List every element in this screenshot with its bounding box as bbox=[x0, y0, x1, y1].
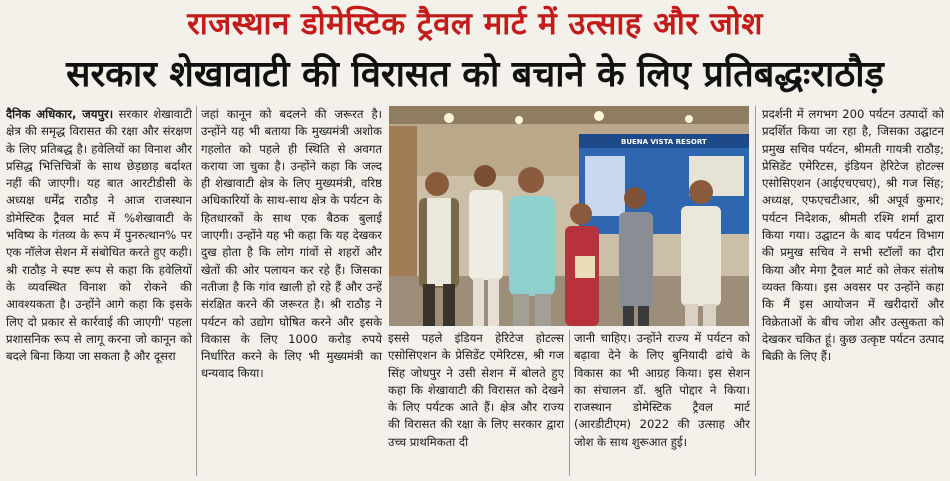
column-4-text: जानी चाहिए। उन्होंने राज्य में पर्यटन को बढ़ावा देने के लिए बुनियादी ढांचे के विकास का भी आग्रह किया। इस सेशन का संचालन डॉ. श्रुति पोद्दार ने किया। राजस्थान डोमेस्टिक ट्रैवल मार्ट (आरडीटीएम) 2022 की उत्साह और जोश के साथ शुरूआत हुई। bbox=[574, 331, 750, 449]
dateline: दैनिक अधिकार, जयपुर। bbox=[6, 107, 114, 121]
column-3-text: इससे पहले इंडियन हेरिटेज होटल्स एसोसिएशन के प्रेसिडेंट एमेरिटस, श्री गज सिंह जोधपुर ने उसी सेशन में बोलते हुए कहा कि शेखावाटी की विरासत को देखने के लिए पर्यटक आते हैं। क्षेत्र और राज्य की विरासत की रक्षा के लिए सरकार द्वारा उच्च प्राथमिकता दी bbox=[388, 331, 564, 449]
article-column-4 bbox=[574, 330, 750, 476]
article-column-1 bbox=[6, 106, 192, 476]
column-divider bbox=[569, 330, 570, 476]
article-column-3 bbox=[388, 330, 564, 476]
column-1-text: सरकार शेखावाटी क्षेत्र की समृद्ध विरासत की रक्षा और संरक्षण के लिए प्रतिबद्ध है। हवेलियों का विनाश और प्रसिद्ध भित्तिचित्रों के साथ छेड़छाड़ बर्दाश्त नहीं की जाएगी। यह बात आरटीडीसी के अध्यक्ष धर्मेंद्र राठौड़ ने आज राजस्थान डोमेस्टिक ट्रैवल मार्ट में %शेखावाटी के भविष्य के गंतव्य के रूप में पुनरुत्थान% पर एक नॉलेज सेशन में संबोधित करते हुए कही। श्री राठौड़ ने स्पष्ट रूप से कहा कि हवेलियों के व्यवस्थित विनाश को रोकने की आवश्यकता है। उन्होंने आगे कहा कि इसके लिए दो प्रकार से कार्रवाई की जाएगी' पहला प्रशासनिक रूप से लागू करना जो कानून को बदले बिना किया जा सकता है और दूसरा bbox=[6, 107, 192, 364]
event-photo bbox=[389, 106, 749, 326]
news-photo-icon bbox=[389, 106, 749, 326]
column-2-text: जहां कानून को बदलने की जरूरत है। उन्होंने यह भी बताया कि मुख्यमंत्री अशोक गहलोत को पहले ही स्थिति से अवगत कराया जा चुका है। उन्होंने कहा कि जल्द ही शेखावाटी क्षेत्र के लिए मुख्यमंत्री, वरिष्ठ अधिकारियों के साथ-साथ क्षेत्र के पर्यटन के हितधारकों के साथ एक बैठक बुलाई जाएगी। उन्होंने यह भी कहा कि यह देखकर दुख होता है कि लोग गांवों से शहरों और खेतों की ओर पलायन कर रहे हैं। जिसका नतीजा है कि गांव खाली हो रहे हैं और उन्हें संरक्षित करने की जरूरत है। श्री राठौड़ ने पर्यटन को उद्योग घोषित करने और इसके विकास के लिए 1000 करोड़ रुपये निर्धारित करने के लिए भी मुख्यमंत्री का धन्यवाद किया। bbox=[201, 107, 382, 381]
column-divider bbox=[755, 106, 756, 476]
column-divider bbox=[196, 106, 197, 476]
article-column-5 bbox=[762, 106, 944, 476]
article-column-2 bbox=[201, 106, 382, 476]
column-5-text: प्रदर्शनी में लगभग 200 पर्यटन उत्पादों को प्रदर्शित किया जा रहा है, जिसका उद्घाटन प्रमुख सचिव पर्यटन, श्रीमती गायत्री राठौड़; प्रेसिडेंट एमेरिटस, इंडियन हेरिटेज होटल्स एसोसिएशन (आईएचएचए), श्री गज सिंह; अध्यक्ष, एफएचटीआर, श्री अपूर्व कुमार; पर्यटन निदेशक, श्रीमती रश्मि शर्मा द्वारा किया गया। उद्घाटन के बाद पर्यटन विभाग की प्रमुख सचिव ने सभी स्टॉलों का दौरा किया और मेगा ट्रैवल मार्ट को लेकर संतोष व्यक्त किया। इस अवसर पर उन्होंने कहा कि मैं इस आयोजन में खरीदारों और विक्रेताओं के बीच जोश और उत्सुकता को देखकर चकित हूं। कुछ उत्कृष्ट पर्यटन उत्पाद बिक्री के लिए हैं। bbox=[762, 107, 944, 364]
main-headline: सरकार शेखावाटी की विरासत को बचाने के लिए प्रतिबद्धःराठौड़ bbox=[66, 54, 884, 95]
kicker-headline: राजस्थान डोमेस्टिक ट्रैवल मार्ट में उत्साह और जोश bbox=[187, 6, 763, 42]
banner-text: BUENA VISTA RESORT bbox=[621, 138, 707, 146]
